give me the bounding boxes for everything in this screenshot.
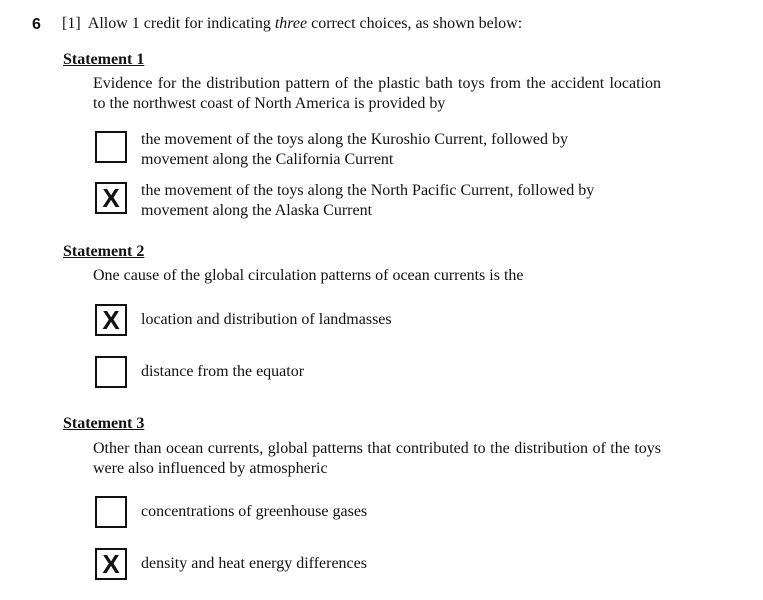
checkbox[interactable]: X [95, 548, 127, 580]
statement-text: Other than ocean currents, global patterns that contributed to the distribution of the toys were also influenced by atmospheric [93, 440, 661, 477]
checkbox[interactable]: X [95, 182, 127, 214]
question-number: 6 [32, 16, 41, 33]
credit-label: [1] [62, 15, 81, 32]
statement-title: Statement 3 [63, 415, 145, 432]
option-text: the movement of the toys along the Kuroshio Current, followed by movement along the California Current [141, 131, 569, 168]
statement-text: One cause of the global circulation patterns of ocean currents is the [93, 267, 524, 284]
option-text: distance from the equator [141, 363, 305, 380]
question-intro [62, 15, 522, 33]
statement-text: Evidence for the distribution pattern of the plastic bath toys from the accident location to the northwest coast of North America is provided by [93, 75, 661, 112]
statement-title: Statement 1 [63, 51, 145, 68]
option-text: concentrations of greenhouse gases [141, 503, 368, 520]
checkbox[interactable] [95, 356, 127, 388]
checkbox[interactable] [95, 131, 127, 163]
intro-text-after: correct choices, as shown below: [307, 15, 523, 32]
intro-text-before: Allow 1 credit for indicating [87, 15, 275, 32]
option-text: density and heat energy differences [141, 555, 367, 572]
statement-title: Statement 2 [63, 243, 145, 260]
checkbox[interactable]: X [95, 304, 127, 336]
checkbox[interactable] [95, 496, 127, 528]
intro-emphasis: three [274, 15, 308, 32]
option-text: location and distribution of landmasses [141, 311, 392, 328]
option-text: the movement of the toys along the North Pacific Current, followed by movement along the Alaska Current [141, 182, 595, 219]
